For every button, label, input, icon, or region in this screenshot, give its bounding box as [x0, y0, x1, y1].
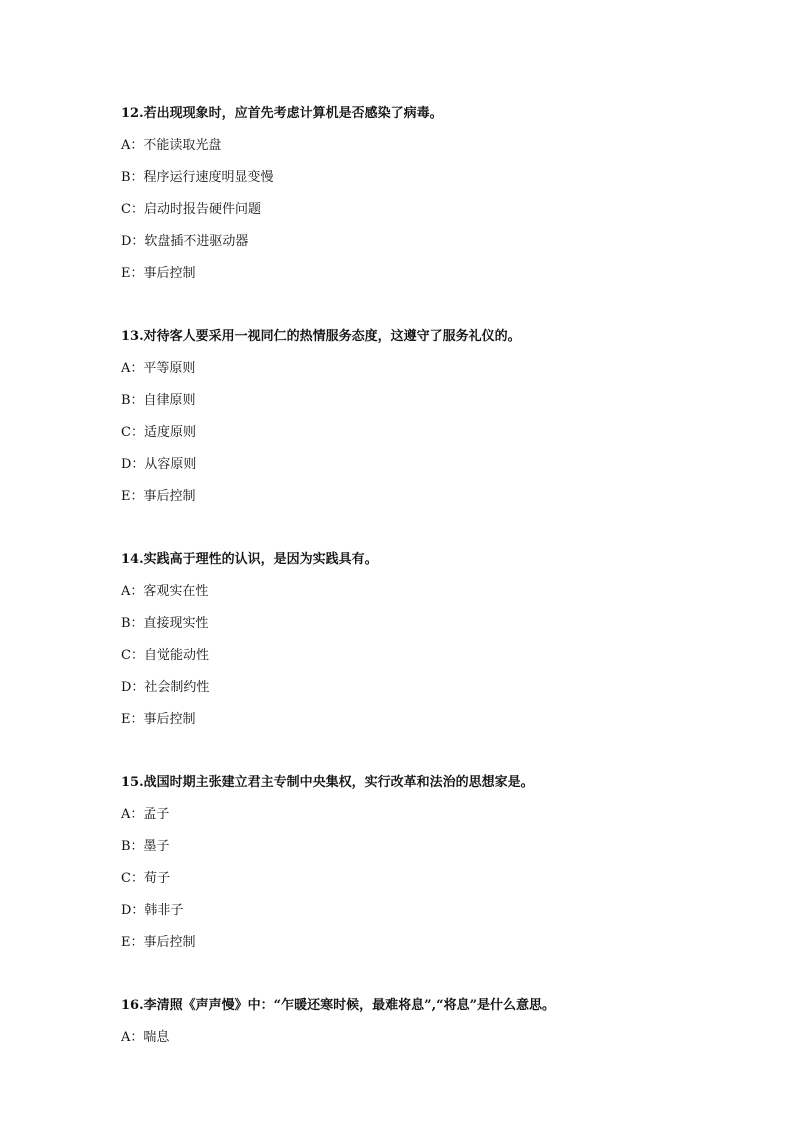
option-a: A：平等原则 [121, 361, 196, 376]
question-title: 13.对待客人要采用一视同仁的热情服务态度，这遵守了服务礼仪的。 [121, 329, 521, 344]
option-list [121, 806, 761, 952]
question-13 [121, 328, 761, 506]
question-title: 16.李清照《声声慢》中：“乍暖还寒时候，最难将息”,“将息”是什么意思。 [121, 998, 556, 1013]
option-list [121, 137, 761, 283]
question-16 [121, 997, 761, 1047]
question-15 [121, 774, 761, 952]
option-list [121, 1029, 761, 1047]
option-d: D：社会制约性 [121, 680, 210, 695]
question-14 [121, 551, 761, 729]
question-title: 14.实践高于理性的认识，是因为实践具有。 [121, 552, 378, 567]
option-a: A：客观实在性 [121, 584, 209, 599]
option-c: C：启动时报告硬件问题 [121, 202, 261, 217]
option-b: B：直接现实性 [121, 616, 209, 631]
option-c: C：荀子 [121, 871, 170, 886]
option-e: E：事后控制 [121, 489, 196, 504]
option-e: E：事后控制 [121, 935, 196, 950]
question-12 [121, 105, 761, 283]
option-a: A：孟子 [121, 807, 170, 822]
option-d: D：从容原则 [121, 457, 197, 472]
option-b: B：程序运行速度明显变慢 [121, 170, 274, 185]
option-e: E：事后控制 [121, 712, 196, 727]
question-title: 12.若出现现象时，应首先考虑计算机是否感染了病毒。 [121, 106, 443, 121]
option-b: B：墨子 [121, 839, 170, 854]
option-e: E：事后控制 [121, 266, 196, 281]
option-a: A：喘息 [121, 1030, 170, 1045]
question-title: 15.战国时期主张建立君主专制中央集权，实行改革和法治的思想家是。 [121, 775, 534, 790]
option-d: D：韩非子 [121, 903, 184, 918]
option-c: C：自觉能动性 [121, 648, 209, 663]
option-a: A：不能读取光盘 [121, 138, 222, 153]
option-list [121, 583, 761, 729]
option-d: D：软盘插不进驱动器 [121, 234, 249, 249]
option-b: B：自律原则 [121, 393, 196, 408]
option-c: C：适度原则 [121, 425, 196, 440]
option-list [121, 360, 761, 506]
